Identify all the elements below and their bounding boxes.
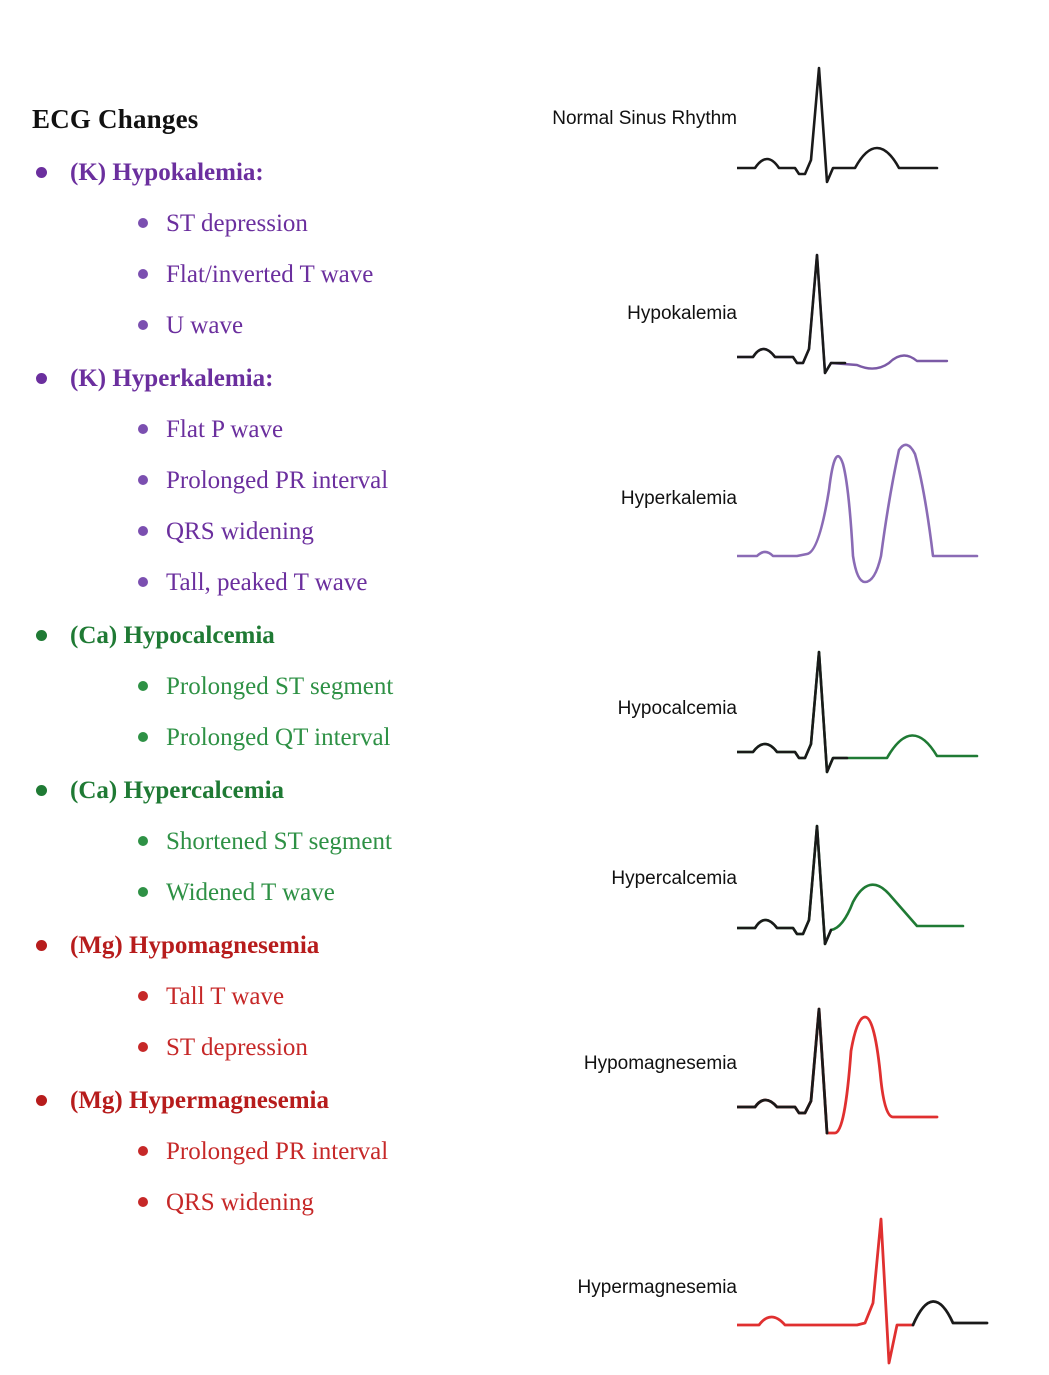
ecg-waveform-hypercalcemia: [737, 810, 1037, 960]
bullet-icon: [138, 991, 148, 1001]
strip-label: Normal Sinus Rhythm: [552, 108, 737, 129]
bullet-icon: [36, 1095, 47, 1106]
bullet-icon: [138, 836, 148, 846]
ecg-waveform-hypermagnesemia: [737, 1205, 1037, 1375]
bullet-icon: [138, 526, 148, 536]
ecg-waveform-hypocalcemia: [737, 640, 1037, 790]
list-item: [70, 1177, 514, 1228]
section-heading: (K) Hypokalemia:: [70, 159, 264, 186]
outline-sublist: [70, 404, 514, 608]
list-item-label: ST depression: [166, 1034, 308, 1061]
bullet-icon: [138, 475, 148, 485]
ecg-strip-hypermagnesemia: [505, 1205, 1045, 1355]
strip-label: Hypermagnesemia: [577, 1277, 737, 1298]
ecg-strip-hypomagnesemia: [505, 995, 1045, 1145]
list-item-label: Flat P wave: [166, 416, 284, 443]
outline-sublist: [70, 198, 514, 351]
bullet-icon: [36, 785, 47, 796]
section-heading: (K) Hyperkalemia:: [70, 365, 274, 392]
strip-label: Hyperkalemia: [620, 488, 737, 509]
list-item: [70, 867, 514, 918]
list-item-label: QRS widening: [166, 1189, 314, 1216]
bullet-icon: [138, 320, 148, 330]
bullet-icon: [36, 167, 47, 178]
outline-sublist: [70, 816, 514, 918]
outline-sublist: [70, 1126, 514, 1228]
bullet-icon: [138, 1042, 148, 1052]
section-heading: (Ca) Hypocalcemia: [70, 622, 275, 649]
bullet-icon: [138, 887, 148, 897]
bullet-icon: [138, 269, 148, 279]
section-heading: (Ca) Hypercalcemia: [70, 777, 285, 804]
ecg-waveform-normal-sinus-rhythm: [737, 50, 1037, 200]
section-heading: (Mg) Hypermagnesemia: [70, 1087, 329, 1114]
outline-section-hypercalcemia: [24, 765, 514, 918]
list-item: [70, 249, 514, 300]
bullet-icon: [138, 424, 148, 434]
list-item-label: Tall, peaked T wave: [166, 569, 368, 596]
list-item-label: Prolonged PR interval: [166, 1138, 389, 1165]
bullet-icon: [36, 373, 47, 384]
ecg-waveform-hypokalemia: [737, 245, 1037, 395]
outline-section-hyperkalemia: [24, 353, 514, 608]
strip-label: Hypercalcemia: [611, 868, 737, 889]
list-item: [70, 712, 514, 763]
list-item: [70, 971, 514, 1022]
list-item: [70, 300, 514, 351]
list-item: [70, 198, 514, 249]
list-item: [70, 661, 514, 712]
ecg-strip-normal-sinus-rhythm: [505, 50, 1045, 200]
outline-section-hypocalcemia: [24, 610, 514, 763]
list-item-label: Prolonged QT interval: [166, 724, 391, 751]
list-item: [70, 506, 514, 557]
strip-label: Hypomagnesemia: [583, 1053, 737, 1074]
list-item-label: Flat/inverted T wave: [166, 261, 374, 288]
bullet-icon: [138, 1146, 148, 1156]
ecg-waveform-hypomagnesemia: [737, 995, 1037, 1155]
list-item-label: Widened T wave: [166, 879, 335, 906]
bullet-icon: [36, 940, 47, 951]
outline-sublist: [70, 661, 514, 763]
list-item: [70, 816, 514, 867]
list-item: [70, 1126, 514, 1177]
bullet-icon: [138, 218, 148, 228]
list-item: [70, 455, 514, 506]
section-heading: (Mg) Hypomagnesemia: [70, 932, 320, 959]
page-title: ECG Changes: [32, 104, 199, 134]
list-item-label: Tall T wave: [166, 983, 285, 1010]
list-item-label: Prolonged ST segment: [166, 673, 394, 700]
list-item: [70, 557, 514, 608]
list-item-label: Prolonged PR interval: [166, 467, 389, 494]
bullet-icon: [36, 630, 47, 641]
strip-label: Hypokalemia: [627, 303, 737, 324]
outline-section-hypokalemia: [24, 147, 514, 351]
outline-section-hypomagnesemia: [24, 920, 514, 1073]
bullet-icon: [138, 577, 148, 587]
list-item-label: Shortened ST segment: [166, 828, 392, 855]
list-item-label: QRS widening: [166, 518, 314, 545]
bullet-icon: [138, 681, 148, 691]
ecg-strip-hyperkalemia: [505, 430, 1045, 580]
list-item: [70, 1022, 514, 1073]
list-item-label: U wave: [166, 312, 244, 339]
strip-label: Hypocalcemia: [617, 698, 737, 719]
bullet-icon: [138, 732, 148, 742]
ecg-strip-hypocalcemia: [505, 640, 1045, 790]
list-item: [70, 404, 514, 455]
outline-section-hypermagnesemia: [24, 1075, 514, 1228]
ecg-waveform-hyperkalemia: [737, 430, 1037, 600]
ecg-tracings-panel: [505, 20, 1045, 1350]
ecg-strip-hypokalemia: [505, 245, 1045, 395]
ecg-strip-hypercalcemia: [505, 810, 1045, 960]
outline-sublist: [70, 971, 514, 1073]
list-item-label: ST depression: [166, 210, 308, 237]
outline-list: [24, 147, 514, 1228]
bullet-icon: [138, 1197, 148, 1207]
ecg-changes-outline: [24, 104, 514, 1230]
